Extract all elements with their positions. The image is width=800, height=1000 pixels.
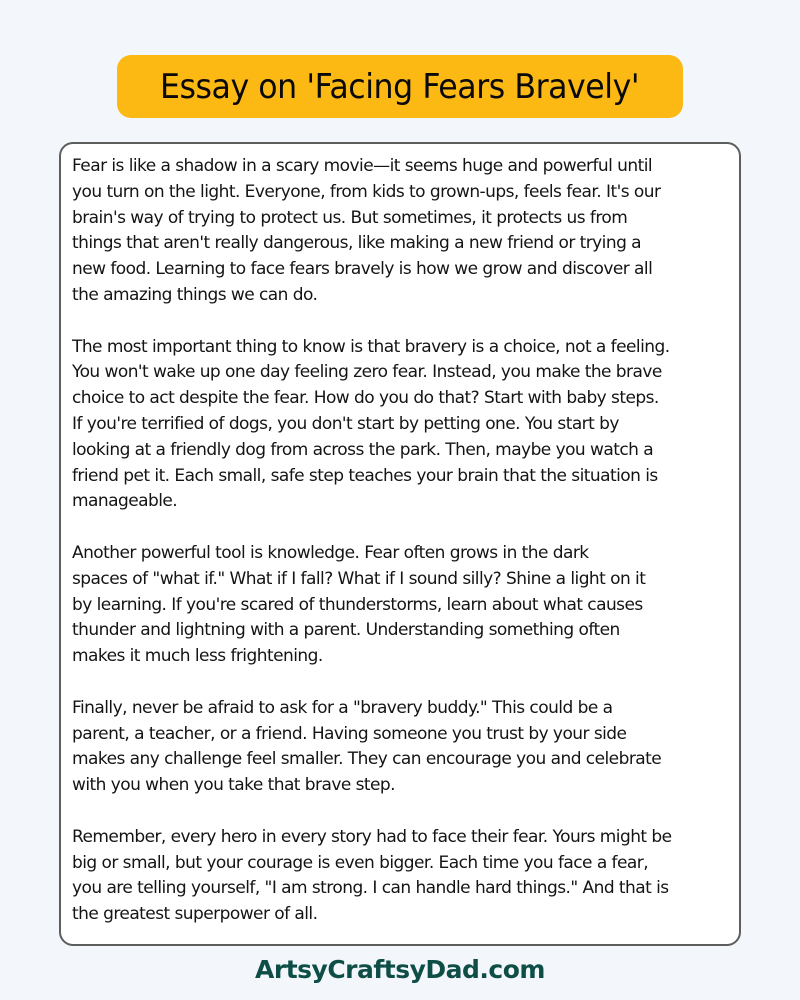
text-line: things that aren't really dangerous, like making a new friend or trying a [72,233,642,254]
essay-paragraph-bravery-buddy [72,696,729,799]
text-line: you turn on the light. Everyone, from kids to grown-ups, feels fear. It's our [72,181,661,202]
text-line: choice to act despite the fear. How do you do that? Start with baby steps. [72,388,659,409]
text-line: spaces of "what if." What if I fall? What if I sound silly? Shine a light on it [72,568,646,589]
text-line: You won't wake up one day feeling zero fear. Instead, you make the brave [72,362,662,383]
text-line: parent, a teacher, or a friend. Having someone you trust by your side [72,723,627,744]
text-line: looking at a friendly dog from across the park. Then, maybe you watch a [72,439,654,460]
text-line: Another powerful tool is knowledge. Fear often grows in the dark [72,542,589,563]
essay-body [59,142,741,946]
text-line: friend pet it. Each small, safe step teaches your brain that the situation is [72,465,658,486]
text-line: new food. Learning to face fears bravely is how we grow and discover all [72,259,653,280]
text-line: If you're terrified of dogs, you don't start by petting one. You start by [72,413,619,434]
text-line: the amazing things we can do. [72,284,318,305]
text-line: manageable. [72,491,178,512]
text-line: makes any challenge feel smaller. They can encourage you and celebrate [72,749,662,770]
footer-brand-link[interactable]: ArtsyCraftsyDad.com [255,955,545,984]
essay-paragraph-bravery-choice [72,335,729,516]
text-line: you are telling yourself, "I am strong. I can handle hard things." And that is [72,878,669,899]
page-title: Essay on 'Facing Fears Bravely' [160,66,640,107]
text-line: brain's way of trying to protect us. But sometimes, it protects us from [72,207,628,228]
title-banner [117,55,683,118]
text-line: Finally, never be afraid to ask for a "bravery buddy." This could be a [72,697,613,718]
essay-paragraph-conclusion [72,825,729,928]
text-line: the greatest superpower of all. [72,904,318,925]
essay-paragraph-knowledge [72,541,729,670]
text-line: thunder and lightning with a parent. Understanding something often [72,620,620,641]
text-line: Remember, every hero in every story had to face their fear. Yours might be [72,826,672,847]
text-line: big or small, but your courage is even bigger. Each time you face a fear, [72,852,649,873]
essay-paragraph-intro [72,154,729,309]
text-line: makes it much less frightening. [72,646,323,667]
text-line: The most important thing to know is that bravery is a choice, not a feeling. [72,336,670,357]
text-line: by learning. If you're scared of thunderstorms, learn about what causes [72,594,643,615]
text-line: with you when you take that brave step. [72,775,396,796]
text-line: Fear is like a shadow in a scary movie—it seems huge and powerful until [72,156,653,176]
